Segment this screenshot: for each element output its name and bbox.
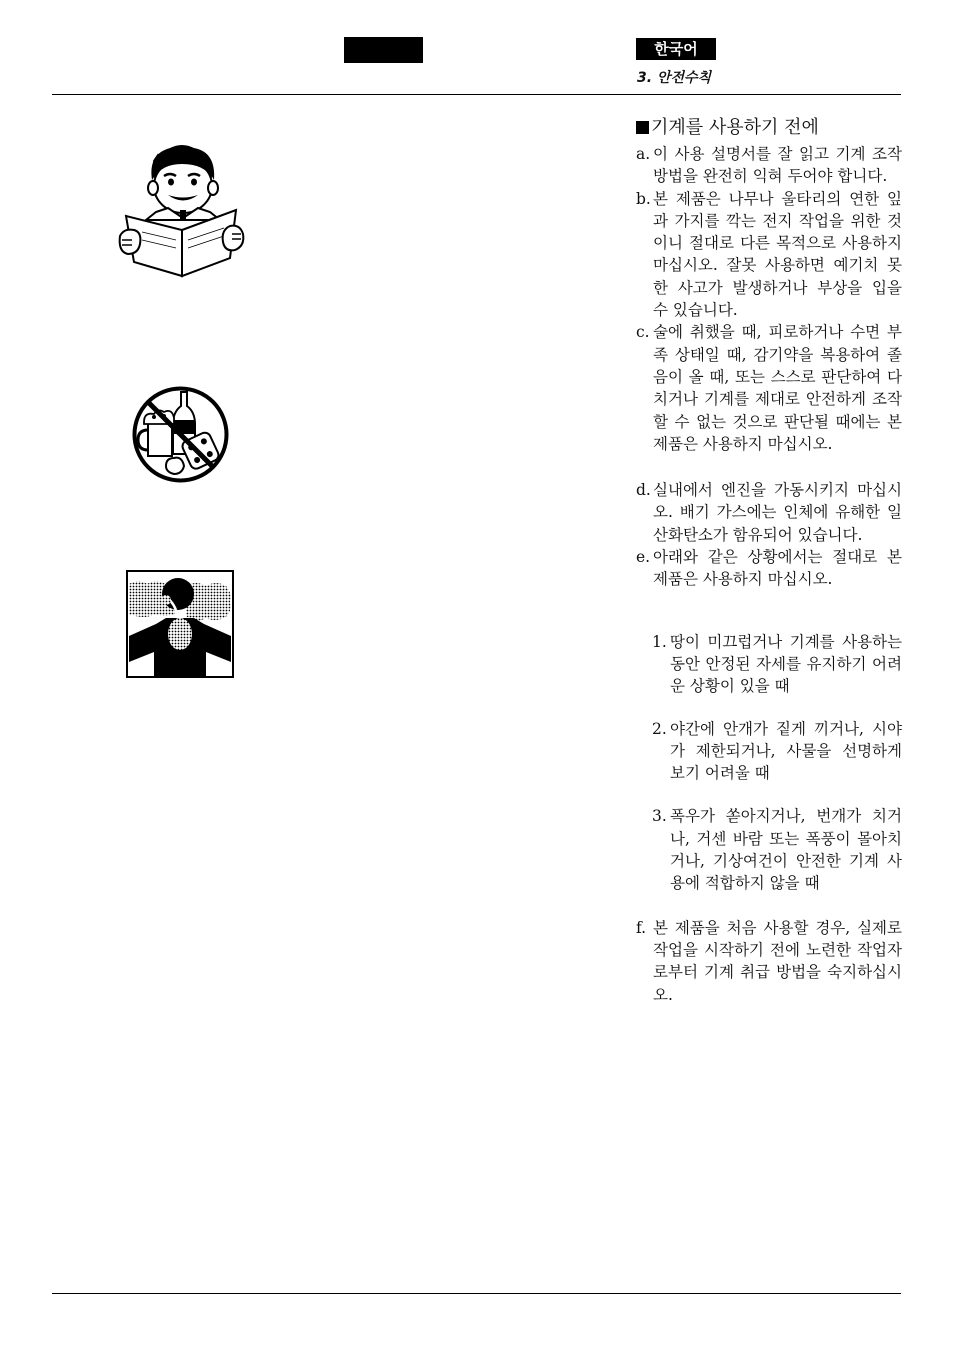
list-item-c: c. 술에 취했을 때, 피로하거나 수면 부족 상태일 때, 감기약을 복용하여 졸음이 올 때, 또는 스스로 판단하여 다치거나 기계를 제대로 안전하게 조작할 수 없는 것으로 판단될 때에는 본 제품은 사용하지 마십시오. xyxy=(636,323,902,453)
list-item-b: b. 본 제품은 나무나 울타리의 연한 잎과 가지를 깍는 전지 작업을 위한 것이니 절대로 다른 목적으로 사용하지 마십시오. 잘못 사용하면 예기치 못한 사고가 발생하거나 부상을 입을 수 있습니다. xyxy=(636,189,902,320)
header-divider xyxy=(52,94,901,95)
sub-item-3: 3. 폭우가 쏟아지거나, 번개가 치거나, 거센 바람 또는 폭풍이 몰아치거나, 기상여건이 안전한 기계 사용에 적합하지 않을 때 xyxy=(652,807,902,893)
header-black-tab xyxy=(344,37,423,63)
footer-divider xyxy=(52,1293,901,1294)
safety-instructions xyxy=(636,116,902,1006)
list-item-f: f. 본 제품을 처음 사용할 경우, 실제로 작업을 시작하기 전에 노련한 작업자로부터 기계 취급 방법을 숙지하십시오. xyxy=(636,918,902,1004)
square-bullet-icon xyxy=(636,121,649,134)
person-reading-manual-icon xyxy=(112,140,252,282)
section-title: 3. 안전수칙 xyxy=(637,70,712,86)
section-heading: 기계를 사용하기 전에 xyxy=(636,116,902,140)
sub-item-2: 2. 야간에 안개가 짙게 끼거나, 시야가 제한되거나, 사물을 선명하게 보기 어려울 때 xyxy=(652,719,902,783)
exhaust-gas-warning-icon xyxy=(126,570,234,678)
list-item-d: d. 실내에서 엔진을 가동시키지 마십시오. 배기 가스에는 인체에 유해한 일산화탄소가 함유되어 있습니다. xyxy=(636,481,902,544)
list-item-e: e. 아래와 같은 상황에서는 절대로 본 제품은 사용하지 마십시오. xyxy=(636,548,902,589)
no-alcohol-medicine-icon xyxy=(130,384,231,485)
list-item-a: a. 이 사용 설명서를 잘 읽고 기계 조작 방법을 완전히 익혀 두어야 합니다. xyxy=(636,145,902,186)
language-badge: 한국어 xyxy=(636,38,716,60)
sub-item-1: 1. 땅이 미끄럽거나 기계를 사용하는 동안 안정된 자세를 유지하기 어려운 상황이 있을 때 xyxy=(652,632,902,696)
